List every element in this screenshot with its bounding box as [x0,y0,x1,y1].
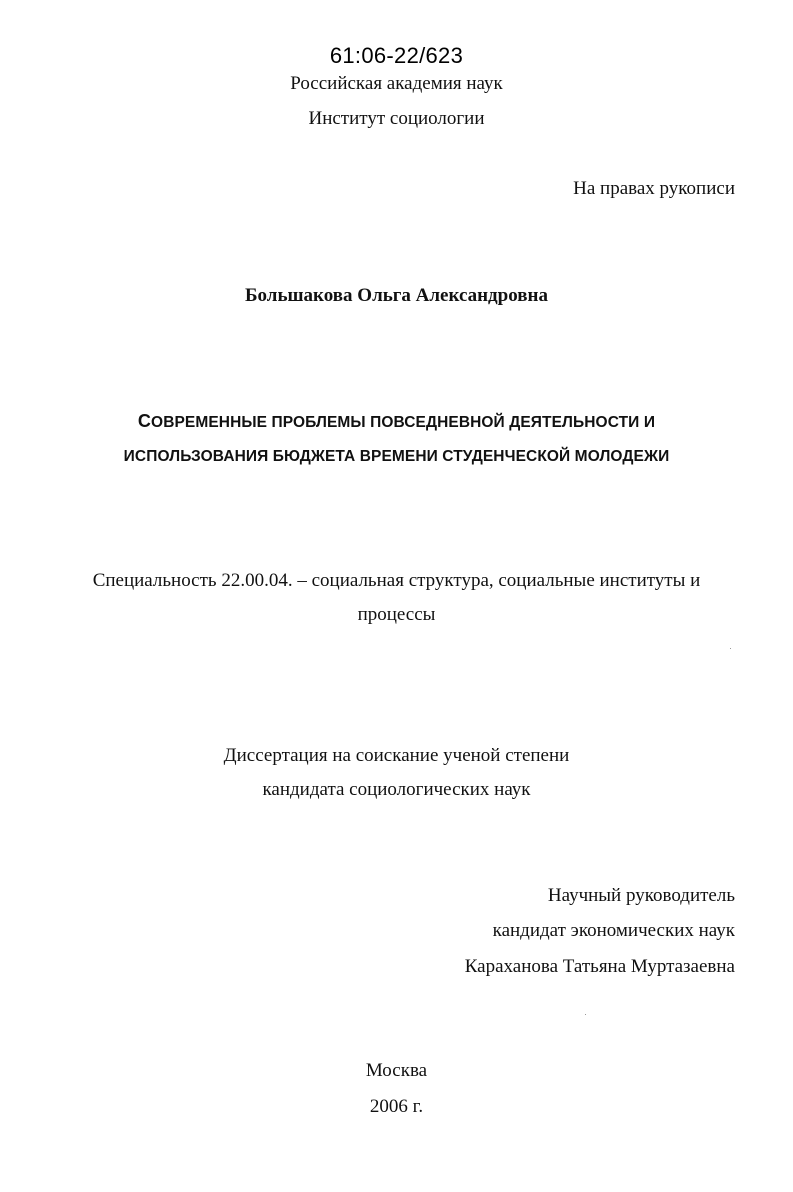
thesis-title-line-1 [0,409,793,435]
organization-name: Российская академия наук [290,73,503,94]
supervisor-degree: кандидат экономических наук [492,920,735,941]
specialty-line-1: Специальность 22.00.04. – социальная структура, социальные институты и [92,570,701,591]
scan-speck [730,648,731,649]
dissertation-line-1: Диссертация на соискание ученой степени [223,745,570,766]
year: 2006 г. [369,1096,424,1117]
specialty-line-2: процессы [357,604,436,625]
supervisor-role: Научный руководитель [547,885,735,906]
supervisor-name: Караханова Татьяна Муртазаевна [464,956,735,977]
thesis-title-line-2: ИСПОЛЬЗОВАНИЯ БЮДЖЕТА ВРЕМЕНИ СТУДЕНЧЕСКОЙ МОЛОДЕЖИ [123,448,670,465]
author-name: Большакова Ольга Александровна [245,285,548,306]
city: Москва [365,1060,428,1081]
thesis-title-initial: С [137,411,152,431]
dissertation-line-2: кандидата социологических наук [262,779,531,800]
catalog-number: 61:06-22/623 [329,43,464,68]
rights-notice: На правах рукописи [573,178,735,199]
scan-speck [585,1014,586,1015]
institute-name: Институт социологии [308,108,485,129]
thesis-title-line-1-text: ОВРЕМЕННЫЕ ПРОБЛЕМЫ ПОВСЕДНЕВНОЙ ДЕЯТЕЛЬНОСТИ И [151,414,656,431]
